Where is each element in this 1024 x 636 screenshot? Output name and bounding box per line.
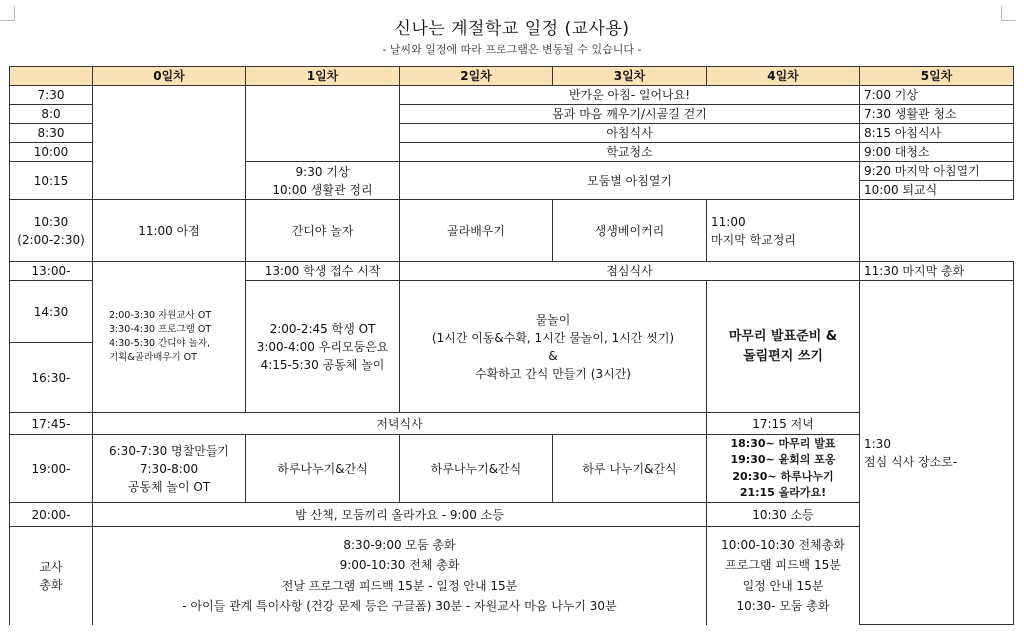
day5-0830: 8:15 아침식사	[860, 124, 1014, 143]
teacher-summary: 8:30-9:00 모둠 총화 9:00-10:30 전체 총화 전날 프로그램 피드백 15분 - 일정 안내 15분 - 아이들 관계 특이사항 (건강 문제 등은 구글폼) 30분 - 자원교사 마음 나누기 30분	[93, 527, 707, 625]
day1-early-empty	[246, 86, 400, 162]
day5-1015b: 10:00 퇴교식	[860, 181, 1014, 200]
header-day1: 1일차	[246, 67, 400, 86]
dinner: 저녁식사	[93, 413, 707, 435]
time-1030: 10:30 (2:00-2:30)	[10, 200, 93, 262]
time-1000: 10:00	[10, 143, 93, 162]
header-day4: 4일차	[707, 67, 860, 86]
header-day0: 0일차	[93, 67, 246, 86]
lunch: 점심식사	[400, 262, 860, 281]
teacher-day4: 10:00-10:30 전체총화 프로그램 피드백 15분 일정 안내 15분 10:30- 모둠 총화	[707, 527, 860, 625]
row-0730	[10, 86, 1014, 105]
breakfast: 아침식사	[400, 124, 860, 143]
header-day5: 5일차	[860, 67, 1014, 86]
day5-1030: 11:00 마지막 학교정리	[707, 200, 860, 262]
day4-lights-out: 10:30 소등	[707, 503, 860, 527]
day5-1000: 9:00 대청소	[860, 143, 1014, 162]
bakery: 생생베이커리	[553, 200, 707, 262]
time-1630: 16:30-	[10, 343, 93, 413]
header-day2: 2일차	[400, 67, 553, 86]
day2-sharing: 하루나누기&간식	[400, 435, 553, 503]
time-1900: 19:00-	[10, 435, 93, 503]
day5-1300: 11:30 마지막 총화	[860, 262, 1014, 281]
day5-0800: 7:30 생활관 청소	[860, 105, 1014, 124]
time-0800: 8:0	[10, 105, 93, 124]
gandiya-play: 간디야 놀자	[246, 200, 400, 262]
school-cleaning: 학교청소	[400, 143, 860, 162]
day1-morning: 9:30 기상 10:00 생활관 정리	[246, 162, 400, 200]
time-1300: 13:00-	[10, 262, 93, 281]
header-corner	[10, 67, 93, 86]
day1-sharing: 하루나누기&간식	[246, 435, 400, 503]
time-0830: 8:30	[10, 124, 93, 143]
day3-sharing: 하루 나누기&간식	[553, 435, 707, 503]
golla-learning: 골라배우기	[400, 200, 553, 262]
day0-evening: 6:30-7:30 명찰만들기 7:30-8:00 공동체 놀이 OT	[93, 435, 246, 503]
night-walk: 밤 산책, 모둠끼리 올라가요 - 9:00 소등	[93, 503, 707, 527]
day0-afternoon: 2:00-3:30 자원교사 OT 3:30-4:30 프로그램 OT 4:30-5:30 간디야 놀자, 기획&골라배우기 OT	[93, 262, 246, 413]
day1-registration: 13:00 학생 접수 시작	[246, 262, 400, 281]
time-1430: 14:30	[10, 281, 93, 343]
day4-afternoon: 마무리 발표준비 & 돌림편지 쓰기	[707, 281, 860, 413]
schedule-table	[9, 66, 1014, 625]
time-0730: 7:30	[10, 86, 93, 105]
time-1745: 17:45-	[10, 413, 93, 435]
time-1015: 10:15	[10, 162, 93, 200]
header-day3: 3일차	[553, 67, 707, 86]
day1-brunch: 11:00 아점	[93, 200, 246, 262]
document-subtitle: - 날씨와 일정에 따라 프로그램은 변동될 수 있습니다 -	[382, 43, 642, 56]
time-teacher: 교사 총화	[10, 527, 93, 625]
row-1030	[10, 200, 1014, 262]
group-morning: 모둠별 아침열기	[400, 162, 860, 200]
day5-afternoon: 1:30 점심 식사 장소로-	[860, 281, 1014, 625]
day0-morning-empty	[93, 86, 246, 200]
header-row	[10, 67, 1014, 86]
morning-walk: 몸과 마음 깨우기/시골길 걷기	[400, 105, 860, 124]
document-title: 신나는 계절학교 일정 (교사용)	[394, 19, 630, 39]
day4-dinner: 17:15 저녁	[707, 413, 860, 435]
wake-greeting: 반가운 아침- 일어나요!	[400, 86, 860, 105]
time-2000: 20:00-	[10, 503, 93, 527]
water-play: 물놀이 (1시간 이동&수확, 1시간 물놀이, 1시간 씻기) & 수확하고 간식 만들기 (3시간)	[400, 281, 707, 413]
day5-0730: 7:00 기상	[860, 86, 1014, 105]
row-1300	[10, 262, 1014, 281]
day4-evening: 18:30~ 마무리 발표 19:30~ 윤회의 포옹 20:30~ 하루나누기 21:15 올라가요!	[707, 435, 860, 503]
day5-1015a: 9:20 마지막 아침열기	[860, 162, 1014, 181]
day1-afternoon: 2:00-2:45 학생 OT 3:00-4:00 우리모둠은요 4:15-5:30 공동체 놀이	[246, 281, 400, 413]
